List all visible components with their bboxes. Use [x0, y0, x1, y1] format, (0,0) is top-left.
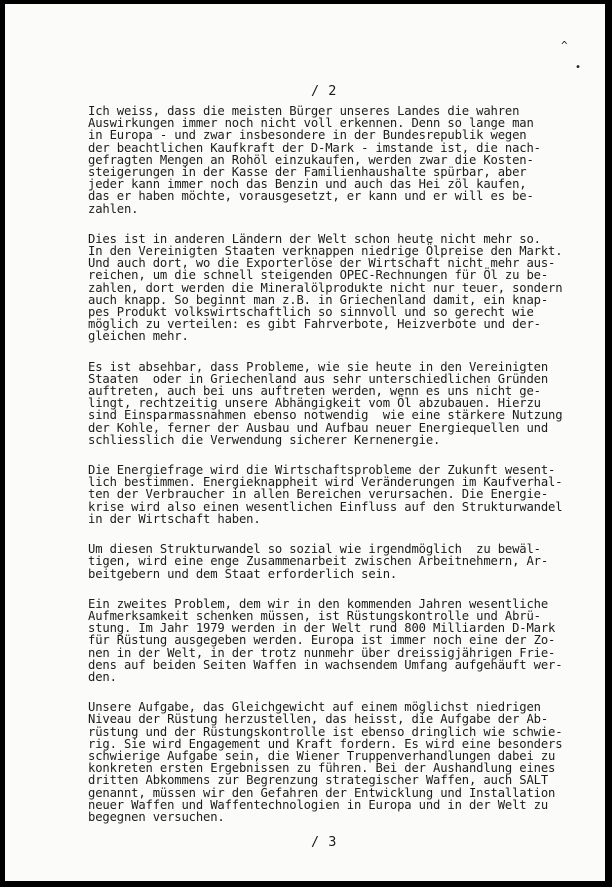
text-line: Um diesen Strukturwandel so sozial wie irgendmöglich zu bewäl- [88, 542, 541, 557]
paragraph [88, 233, 585, 343]
paragraph [88, 361, 585, 446]
text-line: steigerungen in der Kasse der Familienhaushalte spürbar, aber [88, 165, 527, 180]
paragraph [88, 701, 585, 823]
text-line: auch knapp. So beginnt man z.B. in Griechenland damit, ein knap- [88, 292, 548, 307]
text-line: begegnen versuchen. [88, 809, 225, 824]
text-line: pes Produkt volkswirtschaftlich so sinnvoll und so gerecht wie [88, 305, 534, 320]
text-line: für Rüstung ausgegeben werden. Europa ist immer noch eine der Zo- [88, 633, 556, 648]
text-line: auftreten, auch bei uns auftreten werden, wenn es uns nicht ge- [88, 384, 541, 399]
text-line: neuer Waffen und Waffentechnologien in Europa und in der Welt zu [88, 797, 548, 812]
text-line: genannt, müssen wir den Gefahren der Entwicklung und Installation [88, 785, 556, 800]
text-line: stung. Im Jahr 1979 werden in der Welt rund 800 Milliarden D-Mark [88, 621, 556, 636]
text-line: Es ist absehbar, dass Probleme, wie sie heute in den Vereinigten [88, 359, 548, 374]
text-line: lingt, rechtzeitig unsere Abhängigkeit vom Öl abzubauen. Hierzu [88, 396, 541, 411]
text-line: schliesslich die Verwendung sicherer Kernenergie. [88, 432, 441, 447]
text-line: Aufmerksamkeit schenken müssen, ist Rüstungskontrolle und Abrü- [88, 608, 541, 623]
text-line: rig. Sie wird Engagement und Kraft fordern. Es wird eine besonders [88, 736, 563, 751]
text-line: das er haben möchte, vorausgesetzt, er kann und er will es be- [88, 189, 534, 204]
text-line: gleichen mehr. [88, 329, 189, 344]
text-line: der beachtlichen Kaufkraft der D-Mark - imstande ist, die nach- [88, 140, 541, 155]
text-line: Ein zweites Problem, dem wir in den kommenden Jahren wesentliche [88, 596, 548, 611]
text-line: sind Einsparmassnahmen ebenso notwendig wie eine stärkere Nutzung [88, 408, 563, 423]
text-line: konkreten ersten Ergebnissen zu führen. Bei der Aushandlung eines [88, 761, 556, 776]
text-line: In den Vereinigten Staaten verknappen niedrige Ölpreise den Markt. [88, 244, 563, 259]
text-line: Und auch dort, wo die Exporterlöse der Wirtschaft nicht mehr aus- [88, 256, 556, 271]
text-line: jeder kann immer noch das Benzin und auch das Hei zöl kaufen, [88, 177, 527, 192]
text-line: dens auf beiden Seiten Waffen in wachsendem Umfang aufgehäuft wer- [88, 657, 563, 672]
paragraph [88, 105, 585, 215]
text-line: den. [88, 669, 117, 684]
document-body [88, 105, 585, 841]
text-line: krise wird also einen wesentlichen Einfluss auf den Strukturwandel [88, 499, 563, 514]
text-line: reichen, um die schnell steigenden OPEC-Rechnungen für Öl zu be- [88, 268, 548, 283]
text-line: beitgebern und dem Staat erforderlich sein. [88, 566, 398, 581]
text-line: dritten Abkommens zur Begrenzung strategischer Waffen, auch SALT [88, 773, 548, 788]
paragraph [88, 543, 585, 580]
paragraph [88, 464, 585, 525]
text-line: Ich weiss, dass die meisten Bürger unseres Landes die wahren [88, 104, 520, 118]
text-line: möglich zu verteilen: es gibt Fahrverbote, Heizverbote und der- [88, 317, 541, 332]
text-line: Niveau der Rüstung herzustellen, das heisst, die Aufgabe der Ab- [88, 712, 548, 727]
page-number-top: / 2 [311, 83, 337, 99]
text-line: in Europa - und zwar insbesondere in der Bundesrepublik wegen [88, 128, 527, 143]
text-line: schwierige Aufgabe sein, die Wiener Truppenverhandlungen dabei zu [88, 748, 556, 763]
text-line: Unsere Aufgabe, das Gleichgewicht auf einem möglichst niedrigen [88, 700, 541, 715]
text-line: zahlen, dort werden die Mineralölprodukte nicht nur teuer, sondern [88, 280, 563, 295]
document-page [5, 4, 605, 881]
text-line: lich bestimmen. Energieknappheit wird Veränderungen im Kaufverhal- [88, 475, 563, 490]
text-line: tigen, wird eine enge Zusammenarbeit zwischen Arbeitnehmern, Ar- [88, 554, 548, 569]
text-line: zahlen. [88, 201, 139, 216]
page-number-bottom: / 3 [311, 834, 337, 850]
text-line: Dies ist in anderen Ländern der Welt schon heute nicht mehr so. [88, 231, 541, 246]
text-line: rüstung und der Rüstungskontrolle ist ebenso dringlich wie schwie- [88, 724, 563, 739]
text-line: Die Energiefrage wird die Wirtschaftsprobleme der Zukunft wesent- [88, 463, 556, 478]
paragraph [88, 598, 585, 683]
text-line: Staaten oder in Griechenland aus sehr unterschiedlichen Gründen [88, 371, 548, 386]
text-line: der Kohle, ferner der Ausbau und Aufbau neuer Energiequellen und [88, 420, 548, 435]
text-line: in der Wirtschaft haben. [88, 511, 261, 526]
text-line: Auswirkungen immer noch nicht voll erkennen. Denn so lange man [88, 116, 534, 131]
text-line: nen in der Welt, in der trotz nunmehr über dreissigjährigen Frie- [88, 645, 556, 660]
text-line: ten der Verbraucher in allen Bereichen verursachen. Die Energie- [88, 487, 548, 502]
corner-mark: ^ [561, 39, 568, 52]
text-line: gefragten Mengen an Rohöl einzukaufen, werden zwar die Kosten- [88, 152, 534, 167]
edge-mark: • [575, 62, 582, 73]
